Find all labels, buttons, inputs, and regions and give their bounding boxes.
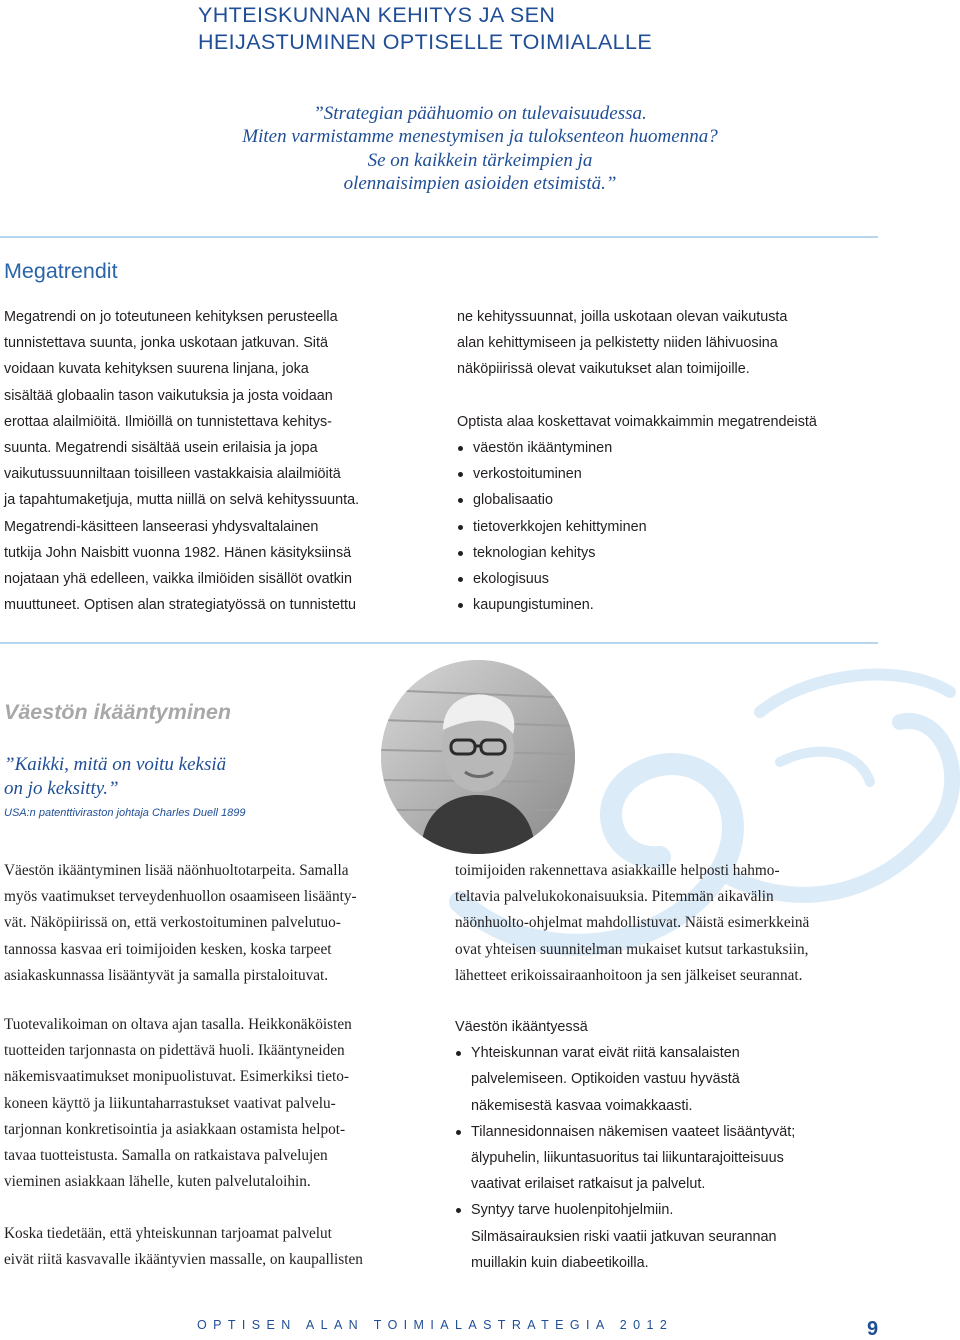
text-line: vät. Näköpiirissä on, että verkostoituminen palvelutuo- xyxy=(4,914,341,932)
text-line: vaikutussuunniltaan toisilleen vastakkaisia alailmiöitä xyxy=(4,466,341,483)
list-item-continuation: älypuhelin, liikuntasuoritus tai liikuntarajoitteisuus xyxy=(471,1149,784,1166)
vaesto-bullets xyxy=(455,1014,795,1276)
list-item-continuation: Silmäsairauksien riski vaatii jatkuvan seurannan xyxy=(471,1228,777,1245)
text-line: Väestön ikääntyminen lisää näönhuoltotarpeita. Samalla xyxy=(4,862,349,879)
text-line: koneen käyttö ja liikuntaharrastukset vaativat palvelu- xyxy=(4,1094,336,1112)
text-line: vieminen asiakkaan lähelle, kuten palvelutaloihin. xyxy=(4,1173,311,1191)
list-item-continuation: vaativat erilaiset ratkaisut ja palvelut. xyxy=(471,1176,706,1193)
intro-quote xyxy=(0,102,960,196)
text-line: ovat yhteisen suunnitelman mukaiset kutsut tarkastuksiin, xyxy=(455,940,809,958)
intro-quote-line-2: Miten varmistamme menestymisen ja tuloksenteon huomenna? xyxy=(242,126,718,148)
megatrendit-column-1 xyxy=(4,304,359,618)
text-line: Koska tiedetään, että yhteiskunnan tarjoamat palvelut xyxy=(4,1225,332,1242)
list-item: Syntyy tarve huolenpitohjelmiin. xyxy=(455,1197,795,1223)
text-line: suunta. Megatrendi sisältää usein erilaisia ja jopa xyxy=(4,439,318,456)
megatrendit-column-2 xyxy=(457,304,817,618)
text-line: ja tapahtumaketjuja, mutta niillä on selvä kehityssuunta. xyxy=(4,492,360,509)
vaesto-paragraph-1 xyxy=(4,858,357,989)
text-line: tannossa kasvaa eri toimijoiden kesken, koska tarpeet xyxy=(4,940,332,958)
text-line: nojataan yhä edelleen, vaikka ilmiöiden sisällöt ovatkin xyxy=(4,570,352,587)
list-item: tietoverkkojen kehittyminen xyxy=(457,514,817,540)
text-line: lähetteet erikoissairaanhoitoon ja sen jälkeiset seurannat. xyxy=(455,966,803,984)
intro-quote-line-3: Se on kaikkein tärkeimpien ja xyxy=(367,149,593,171)
list-item: Tilannesidonnaisen näkemisen vaateet lisääntyvät; xyxy=(455,1119,795,1145)
vaesto-bullets-heading: Väestön ikääntyessä xyxy=(455,1019,588,1035)
list-item: Yhteiskunnan varat eivät riitä kansalaisten xyxy=(455,1040,795,1066)
quote-attribution: USA:n patenttiviraston johtaja Charles Duell 1899 xyxy=(4,807,246,819)
vaesto-paragraph-2 xyxy=(455,858,809,989)
list-item: globalisaatio xyxy=(457,487,817,513)
text-line: tuotteiden tarjonnasta on pidettävä huoli. Ikääntyneiden xyxy=(4,1042,345,1060)
page-number: 9 xyxy=(867,1318,879,1340)
list-item: teknologian kehitys xyxy=(457,540,817,566)
vaesto-paragraph-3 xyxy=(4,1012,352,1195)
list-item: väestön ikääntyminen xyxy=(457,435,817,461)
text-line: Megatrendi on jo toteutuneen kehityksen perusteella xyxy=(4,309,338,325)
text-line: tavaa tuotteistusta. Samalla on ratkaistava palvelujen xyxy=(4,1146,328,1164)
text-line: tutkija John Naisbitt vuonna 1982. Hänen käsityksiinsä xyxy=(4,544,352,561)
text-line: teltavia palvelukokonaisuuksia. Pitemmän aikavälin xyxy=(455,888,774,906)
text-line: voidaan kuvata kehityksen suurena linjana, joka xyxy=(4,361,309,378)
text-line: näköpiirissä olevat vaikutukset alan toimijoille. xyxy=(457,361,750,378)
footer-title: OPTISEN ALAN TOIMIALASTRATEGIA 2012 xyxy=(197,1318,674,1332)
intro-quote-line-4: olennaisimpien asioiden etsimistä.” xyxy=(343,173,617,195)
text-line: alan kehittymiseen ja pelkistetty niiden lähivuosina xyxy=(457,335,778,352)
page-title xyxy=(198,2,652,56)
page-title-line-2: HEIJASTUMINEN OPTISELLE TOIMIALALLE xyxy=(198,30,653,54)
portrait-photo xyxy=(381,660,575,854)
vaesto-quote xyxy=(4,753,226,801)
list-item-continuation: näkemisestä kasvaa voimakkaasti. xyxy=(471,1097,693,1114)
text-line: näönhuolto-ohjelmat mahdollistuvat. Näistä esimerkkeinä xyxy=(455,914,810,932)
section-divider-middle xyxy=(0,642,878,644)
text-line: Tuotevalikoiman on oltava ajan tasalla. Heikkonäköisten xyxy=(4,1016,352,1033)
vaesto-heading: Väestön ikääntyminen xyxy=(4,700,232,724)
portrait-image xyxy=(381,660,575,854)
vaesto-quote-line-1: ”Kaikki, mitä on voitu keksiä xyxy=(4,754,227,775)
page-title-line-1: YHTEISKUNNAN KEHITYS JA SEN xyxy=(198,3,556,27)
text-line: tarjonnan konkretisointia ja asiakkaan ostamista helpot- xyxy=(4,1120,346,1138)
list-item: ekologisuus xyxy=(457,566,817,592)
list-item-continuation: palvelemiseen. Optikoiden vastuu hyvästä xyxy=(471,1071,740,1088)
vaesto-quote-line-2: on jo keksitty.” xyxy=(4,778,119,799)
list-item: verkostoituminen xyxy=(457,461,817,487)
text-line: eivät riitä kasvavalle ikääntyvien massalle, on kaupallisten xyxy=(4,1251,363,1269)
text-line: sisältää globaalin tason vaikutuksia ja josta voidaan xyxy=(4,387,333,404)
text-line: asiakaskunnassa lisääntyvät ja samalla pirstaloituvat. xyxy=(4,966,329,984)
text-line: ne kehityssuunnat, joilla uskotaan olevan vaikutusta xyxy=(457,309,788,325)
megatrend-list xyxy=(457,435,817,618)
section-divider-top xyxy=(0,236,878,238)
list-item-continuation: muillakin kuin diabeetikoilla. xyxy=(471,1254,649,1271)
megatrend-list-intro: Optista alaa koskettavat voimakkaimmin megatrendeistä xyxy=(457,413,817,430)
text-line: tunnistettava suunta, jonka uskotaan jatkuvan. Sitä xyxy=(4,335,329,352)
list-item: kaupungistuminen. xyxy=(457,592,817,618)
text-line: muuttuneet. Optisen alan strategiatyössä on tunnistettu xyxy=(4,597,356,614)
text-line: myös vaatimukset terveydenhuollon osaamiseen lisäänty- xyxy=(4,888,357,906)
vaesto-paragraph-4 xyxy=(4,1221,363,1273)
text-line: Megatrendi-käsitteen lanseerasi yhdysvaltalainen xyxy=(4,518,319,535)
text-line: näkemisvaatimukset monipuolistuvat. Esimerkiksi tieto- xyxy=(4,1068,349,1086)
text-line: erottaa alailmiöitä. Ilmiöillä on tunnistettava kehitys- xyxy=(4,413,332,430)
intro-quote-line-1: ”Strategian päähuomio on tulevaisuudessa. xyxy=(313,103,647,124)
vaesto-bullet-list xyxy=(455,1040,795,1276)
text-line: toimijoiden rakennettava asiakkaille helposti hahmo- xyxy=(455,862,780,879)
megatrendit-heading: Megatrendit xyxy=(4,259,118,283)
